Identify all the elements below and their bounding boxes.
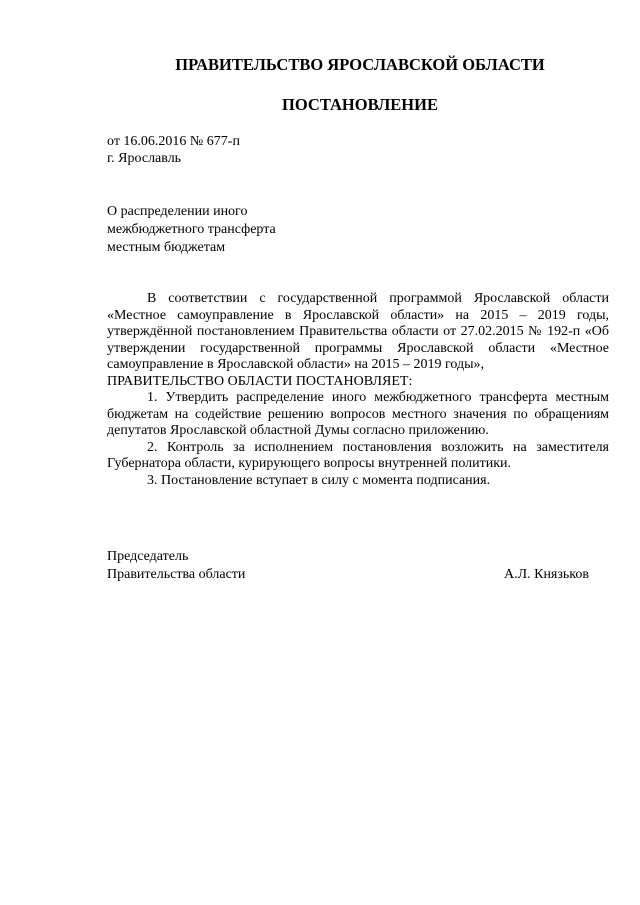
subject-line: межбюджетного трансферта bbox=[107, 222, 276, 237]
document-type-title: ПОСТАНОВЛЕНИЕ bbox=[282, 95, 438, 114]
document-body bbox=[107, 291, 609, 489]
subject-line: О распределении иного bbox=[107, 204, 248, 219]
city: г. Ярославль bbox=[107, 151, 182, 166]
resolution-item: 3. Постановление вступает в силу с момента подписания. bbox=[147, 472, 491, 488]
signatory-position: Правительства области bbox=[107, 567, 246, 582]
signature-block bbox=[107, 548, 589, 584]
organization-title: ПРАВИТЕЛЬСТВО ЯРОСЛАВСКОЙ ОБЛАСТИ bbox=[175, 55, 545, 74]
resolution-item: 1. Утвердить распределение иного межбюджетного трансферта местным бюджетам на содействие решению вопросов местного значения по обращениям депутатов Ярославской областной Думы согласно приложению. bbox=[107, 390, 609, 438]
resolution-item: 2. Контроль за исполнением постановления возложить на заместителя Губернатора области, курирующего вопросы внутренней политики. bbox=[107, 439, 609, 471]
subject-line: местным бюджетам bbox=[107, 240, 226, 255]
signatory-name: А.Л. Князьков bbox=[504, 567, 589, 582]
document-subject bbox=[107, 203, 276, 257]
document-meta bbox=[107, 133, 240, 167]
resolves-clause: ПРАВИТЕЛЬСТВО ОБЛАСТИ ПОСТАНОВЛЯЕТ: bbox=[107, 373, 413, 389]
signatory-position: Председатель bbox=[107, 549, 189, 564]
preamble-paragraph: В соответствии с государственной программой Ярославской области «Местное самоуправление в Ярославской области» на 2015 – 2019 годы, утверждённой постановлением Правительства области от 27.02.2015 № 192-п «Об утверждении государственной программы Ярославской области «Местное самоуправление в Ярославской области» на 2015 – 2019 годы», bbox=[107, 291, 609, 372]
date-number: от 16.06.2016 № 677-п bbox=[107, 134, 240, 149]
